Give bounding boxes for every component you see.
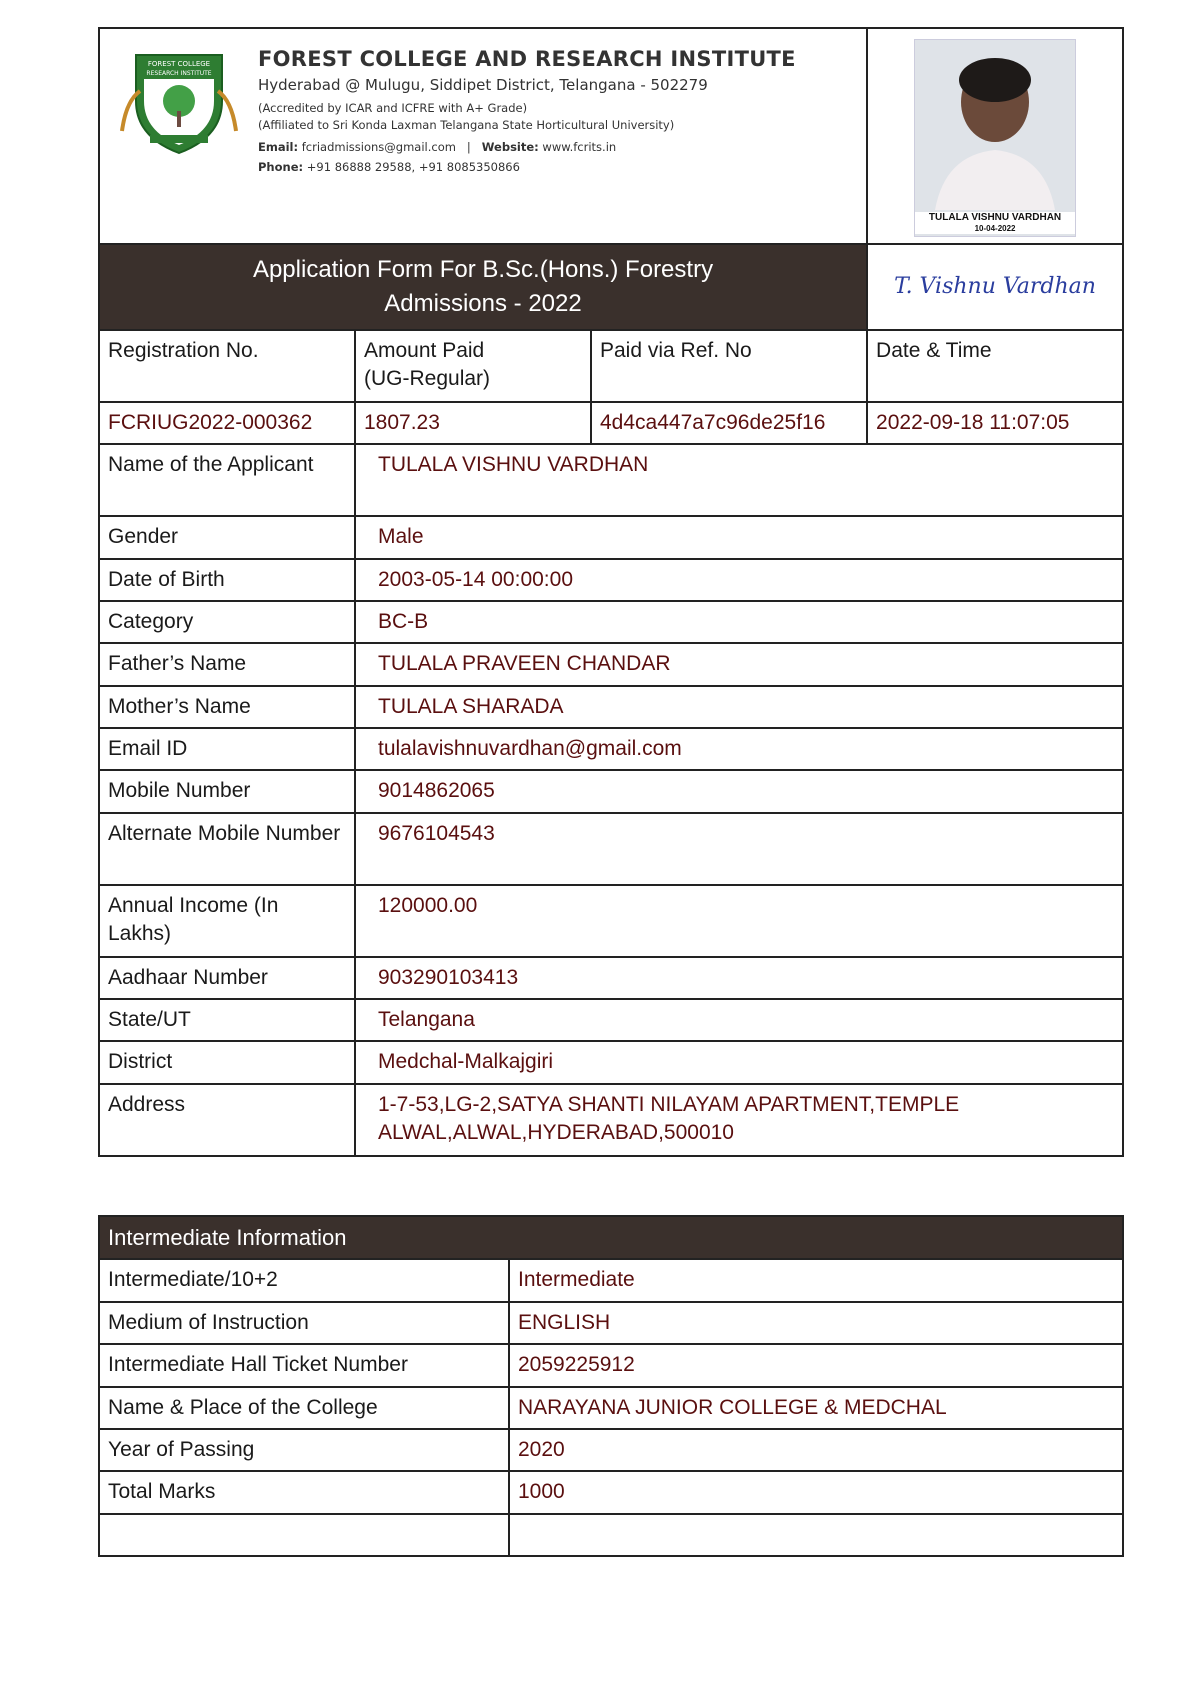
- org-name: FOREST COLLEGE AND RESEARCH INSTITUTE: [258, 47, 796, 71]
- field-label: Intermediate/10+2: [99, 1259, 509, 1301]
- field-value: ENGLISH: [509, 1302, 1123, 1344]
- form-title-line1: Application Form For B.Sc.(Hons.) Forestry: [252, 256, 714, 284]
- field-label: Date of Birth: [99, 559, 355, 601]
- address-value: 1-7-53,LG-2,SATYA SHANTI NILAYAM APARTMENT,TEMPLE ALWAL,ALWAL,HYDERABAD,500010: [355, 1084, 1123, 1156]
- accreditation: (Accredited by ICAR and ICFRE with A+ Grade): [258, 100, 528, 115]
- field-label: Alternate Mobile Number: [99, 813, 355, 885]
- intermediate-table: [98, 1215, 1124, 1557]
- applicant-signature: T. Vishnu Vardhan: [894, 274, 1096, 300]
- field-label: Mother’s Name: [99, 686, 355, 728]
- field-label: Email ID: [99, 728, 355, 770]
- college-logo: [114, 41, 244, 161]
- svg-text:FOREST COLLEGE: FOREST COLLEGE: [147, 60, 211, 68]
- payment-header: Paid via Ref. No: [591, 330, 867, 402]
- field-value: 903290103413: [355, 957, 1123, 999]
- applicant-photo: [914, 39, 1076, 237]
- form-title-line2: Admissions - 2022: [384, 290, 582, 317]
- field-value: 120000.00: [355, 885, 1123, 957]
- svg-text:RESEARCH INSTITUTE: RESEARCH INSTITUTE: [146, 70, 212, 77]
- section-heading: Intermediate Information: [99, 1216, 1123, 1260]
- field-value: 2059225912: [509, 1344, 1123, 1386]
- org-location: Hyderabad @ Mulugu, Siddipet District, Telangana - 502279: [258, 76, 708, 95]
- field-label: Mobile Number: [99, 770, 355, 812]
- field-value: 2003-05-14 00:00:00: [355, 559, 1123, 601]
- field-label: State/UT: [99, 999, 355, 1041]
- field-value: TULALA PRAVEEN CHANDAR: [355, 643, 1123, 685]
- field-label: Category: [99, 601, 355, 643]
- field-label: Annual Income (In Lakhs): [99, 885, 355, 957]
- field-value: 9014862065: [355, 770, 1123, 812]
- affiliation: (Affiliated to Sri Konda Laxman Telangana State Horticultural University): [258, 118, 675, 133]
- field-value: [509, 1514, 1123, 1556]
- form-title: [99, 244, 867, 330]
- photo-date: 10-04-2022: [974, 224, 1016, 234]
- phone-label: Phone:: [258, 160, 304, 175]
- payment-datetime: 2022-09-18 11:07:05: [867, 402, 1123, 444]
- person-silhouette-icon: [915, 40, 1075, 210]
- field-value: TULALA VISHNU VARDHAN: [355, 444, 1123, 516]
- signature-cell: [867, 244, 1123, 330]
- payment-header: Date & Time: [867, 330, 1123, 402]
- org-email[interactable]: fcriadmissions@gmail.com: [301, 140, 456, 155]
- website-label: Website:: [481, 140, 539, 155]
- field-label: Total Marks: [99, 1471, 509, 1513]
- field-value: TULALA SHARADA: [355, 686, 1123, 728]
- registration-number: FCRIUG2022-000362: [99, 402, 355, 444]
- photo-caption: TULALA VISHNU VARDHAN: [928, 212, 1062, 224]
- reference-number: 4d4ca447a7c96de25f16: [591, 402, 867, 444]
- application-form: [98, 27, 1122, 1557]
- field-value: Telangana: [355, 999, 1123, 1041]
- field-label: Address: [99, 1084, 355, 1156]
- email-label: Email:: [258, 140, 299, 155]
- field-label: Name & Place of the College: [99, 1387, 509, 1429]
- field-label: District: [99, 1041, 355, 1083]
- field-value: NARAYANA JUNIOR COLLEGE & MEDCHAL: [509, 1387, 1123, 1429]
- main-table: [98, 27, 1124, 1157]
- payment-header: Registration No.: [99, 330, 355, 402]
- field-value: 9676104543: [355, 813, 1123, 885]
- field-label: Medium of Instruction: [99, 1302, 509, 1344]
- field-label: Year of Passing: [99, 1429, 509, 1471]
- field-value: 1000: [509, 1471, 1123, 1513]
- field-value: Medchal-Malkajgiri: [355, 1041, 1123, 1083]
- field-label: Aadhaar Number: [99, 957, 355, 999]
- org-phone: +91 86888 29588, +91 8085350866: [306, 160, 520, 175]
- org-website[interactable]: www.fcrits.in: [542, 140, 617, 155]
- field-value: tulalavishnuvardhan@gmail.com: [355, 728, 1123, 770]
- field-value: 2020: [509, 1429, 1123, 1471]
- separator: |: [466, 140, 471, 155]
- photo-cell: [867, 28, 1123, 244]
- institute-header: [99, 28, 867, 244]
- field-label: Father’s Name: [99, 643, 355, 685]
- amount-paid: 1807.23: [355, 402, 591, 444]
- field-value: Male: [355, 516, 1123, 558]
- field-value: BC-B: [355, 601, 1123, 643]
- field-label: Gender: [99, 516, 355, 558]
- field-label: [99, 1514, 509, 1556]
- field-label: Intermediate Hall Ticket Number: [99, 1344, 509, 1386]
- field-label: Name of the Applicant: [99, 444, 355, 516]
- field-value: Intermediate: [509, 1259, 1123, 1301]
- payment-header: Amount Paid (UG-Regular): [355, 330, 591, 402]
